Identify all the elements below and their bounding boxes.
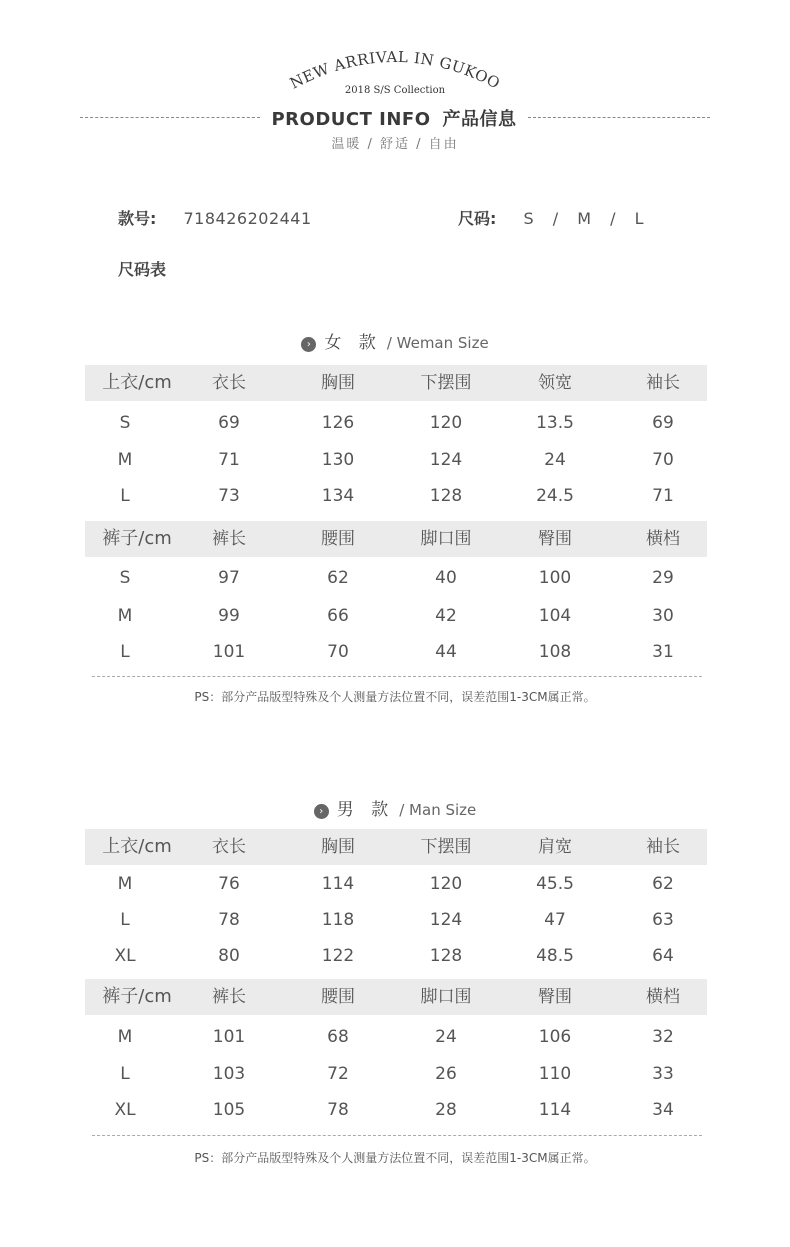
- men-top-header-cell: 肩宽: [538, 837, 572, 857]
- women-top-cell: 24.5: [536, 486, 574, 506]
- page-title-cn: 产品信息: [442, 109, 517, 130]
- men-top-cell: 48.5: [536, 946, 574, 966]
- men-pants-cell: 24: [435, 1027, 457, 1047]
- women-pants-cell: 62: [327, 568, 349, 588]
- women-top-cell: 69: [652, 413, 674, 433]
- women-top-cell: 71: [218, 450, 240, 470]
- men-top-cell: M: [117, 874, 133, 894]
- men-pants-header-cell: 裤子/cm: [102, 986, 172, 1007]
- men-pants-cell: 101: [212, 1027, 246, 1047]
- page-subtitle: 温暖 / 舒适 / 自由: [331, 137, 459, 152]
- women-pants-cell: 30: [652, 606, 674, 626]
- men-pants-cell: 103: [212, 1064, 246, 1084]
- chevron-right-icon: ›: [301, 337, 316, 352]
- men-pants-cell: 26: [435, 1064, 457, 1084]
- men-pants-cell: 28: [435, 1100, 457, 1120]
- size-value: S / M / L: [523, 209, 644, 228]
- size-label: 尺码:: [458, 209, 497, 228]
- women-pants-header-cell: 裤长: [212, 529, 246, 549]
- women-pants-cell: L: [120, 642, 130, 662]
- men-top-cell: 47: [544, 910, 566, 930]
- men-section-title: [0, 795, 790, 820]
- women-pants-cell: 104: [538, 606, 572, 626]
- women-pants-header-cell: 裤子/cm: [102, 528, 172, 549]
- women-note-divider: [92, 676, 702, 677]
- men-pants-cell: 32: [652, 1027, 674, 1047]
- men-top-cell: 76: [218, 874, 240, 894]
- title-divider-left: [80, 117, 260, 118]
- men-pants-cell: 68: [327, 1027, 349, 1047]
- women-pants-header-cell: 横档: [646, 529, 680, 549]
- women-pants-cell: 44: [435, 642, 457, 662]
- title-divider-right: [528, 117, 710, 118]
- men-pants-cell: 105: [212, 1100, 246, 1120]
- men-top-cell: 62: [652, 874, 674, 894]
- men-top-cell: 114: [321, 874, 355, 894]
- women-top-header-cell: 上衣/cm: [102, 372, 172, 393]
- model-value: 718426202441: [183, 209, 312, 228]
- women-pants-cell: 100: [538, 568, 572, 588]
- men-top-cell: XL: [114, 946, 136, 966]
- model-label: 款号:: [118, 209, 157, 228]
- page-title: [265, 105, 523, 131]
- women-top-cell: 120: [429, 413, 463, 433]
- men-top-cell: 63: [652, 910, 674, 930]
- size-chart-label: 尺码表: [118, 260, 167, 279]
- women-pants-cell: S: [119, 568, 131, 588]
- women-section-title: [0, 328, 790, 353]
- men-pants-cell: L: [120, 1064, 130, 1084]
- men-top-cell: 124: [429, 910, 463, 930]
- men-pants-cell: 106: [538, 1027, 572, 1047]
- women-pants-cell: 66: [327, 606, 349, 626]
- women-top-header-cell: 袖长: [646, 373, 680, 393]
- men-pants-header-cell: 裤长: [212, 987, 246, 1007]
- men-top-cell: L: [120, 910, 130, 930]
- men-top-cell: 122: [321, 946, 355, 966]
- model-number: [118, 206, 312, 229]
- women-pants-header-cell: 脚口围: [420, 529, 472, 549]
- men-note: PS：部分产品版型特殊及个人测量方法位置不同，误差范围1-3CM属正常。: [194, 1151, 596, 1165]
- size-options: [458, 206, 644, 229]
- arc-text: NEW ARRIVAL IN GUKOO: [286, 47, 504, 93]
- men-title-en: / Man Size: [399, 801, 477, 819]
- women-top-cell: 126: [321, 413, 355, 433]
- women-top-cell: 73: [218, 486, 240, 506]
- women-title-cn: 女 款: [324, 333, 382, 353]
- women-pants-cell: 40: [435, 568, 457, 588]
- women-pants-cell: 97: [218, 568, 240, 588]
- women-top-cell: S: [119, 413, 131, 433]
- men-pants-header-cell: 腰围: [321, 987, 355, 1007]
- men-pants-header-cell: 横档: [646, 987, 680, 1007]
- women-top-cell: 134: [321, 486, 355, 506]
- men-top-cell: 128: [429, 946, 463, 966]
- men-pants-cell: 110: [538, 1064, 572, 1084]
- women-pants-cell: 29: [652, 568, 674, 588]
- women-pants-cell: 108: [538, 642, 572, 662]
- men-top-header-cell: 袖长: [646, 837, 680, 857]
- men-top-cell: 80: [218, 946, 240, 966]
- women-top-cell: 130: [321, 450, 355, 470]
- men-top-cell: 118: [321, 910, 355, 930]
- men-pants-cell: 33: [652, 1064, 674, 1084]
- men-top-cell: 120: [429, 874, 463, 894]
- men-pants-cell: 72: [327, 1064, 349, 1084]
- women-top-cell: 24: [544, 450, 566, 470]
- women-pants-cell: 101: [212, 642, 246, 662]
- men-top-cell: 45.5: [536, 874, 574, 894]
- men-pants-cell: 34: [652, 1100, 674, 1120]
- women-pants-cell: 99: [218, 606, 240, 626]
- men-top-header-cell: 上衣/cm: [102, 836, 172, 857]
- women-top-cell: 128: [429, 486, 463, 506]
- men-top-header-cell: 胸围: [321, 837, 355, 857]
- women-top-cell: 69: [218, 413, 240, 433]
- women-top-cell: 13.5: [536, 413, 574, 433]
- women-top-cell: M: [117, 450, 133, 470]
- women-title-en: / Weman Size: [386, 334, 489, 352]
- women-top-cell: 71: [652, 486, 674, 506]
- women-top-cell: 70: [652, 450, 674, 470]
- women-pants-header-cell: 腰围: [321, 529, 355, 549]
- page-title-en: PRODUCT INFO: [271, 109, 431, 130]
- women-top-cell: L: [120, 486, 130, 506]
- women-top-header-cell: 领宽: [538, 373, 572, 393]
- women-top-cell: 124: [429, 450, 463, 470]
- men-title-cn: 男 款: [336, 800, 395, 820]
- women-top-header-cell: 胸围: [321, 373, 355, 393]
- men-pants-cell: 114: [538, 1100, 572, 1120]
- men-pants-header-cell: 脚口围: [420, 987, 472, 1007]
- women-pants-header-cell: 臀围: [538, 529, 572, 549]
- women-pants-cell: 31: [652, 642, 674, 662]
- women-top-header-cell: 下摆围: [420, 373, 472, 393]
- women-pants-cell: 42: [435, 606, 457, 626]
- collection-label: 2018 S/S Collection: [344, 85, 446, 96]
- men-pants-cell: 78: [327, 1100, 349, 1120]
- women-top-header-cell: 衣长: [212, 373, 246, 393]
- men-top-header-cell: 衣长: [212, 837, 246, 857]
- men-top-cell: 64: [652, 946, 674, 966]
- men-note-divider: [92, 1135, 702, 1136]
- men-pants-cell: XL: [114, 1100, 136, 1120]
- men-top-header-cell: 下摆围: [420, 837, 472, 857]
- women-pants-cell: 70: [327, 642, 349, 662]
- page-title-row: [0, 105, 790, 131]
- men-top-cell: 78: [218, 910, 240, 930]
- men-pants-header-cell: 臀围: [538, 987, 572, 1007]
- women-note: PS：部分产品版型特殊及个人测量方法位置不同，误差范围1-3CM属正常。: [194, 690, 596, 704]
- women-pants-cell: M: [117, 606, 133, 626]
- chevron-right-icon: ›: [314, 804, 329, 819]
- men-pants-cell: M: [117, 1027, 133, 1047]
